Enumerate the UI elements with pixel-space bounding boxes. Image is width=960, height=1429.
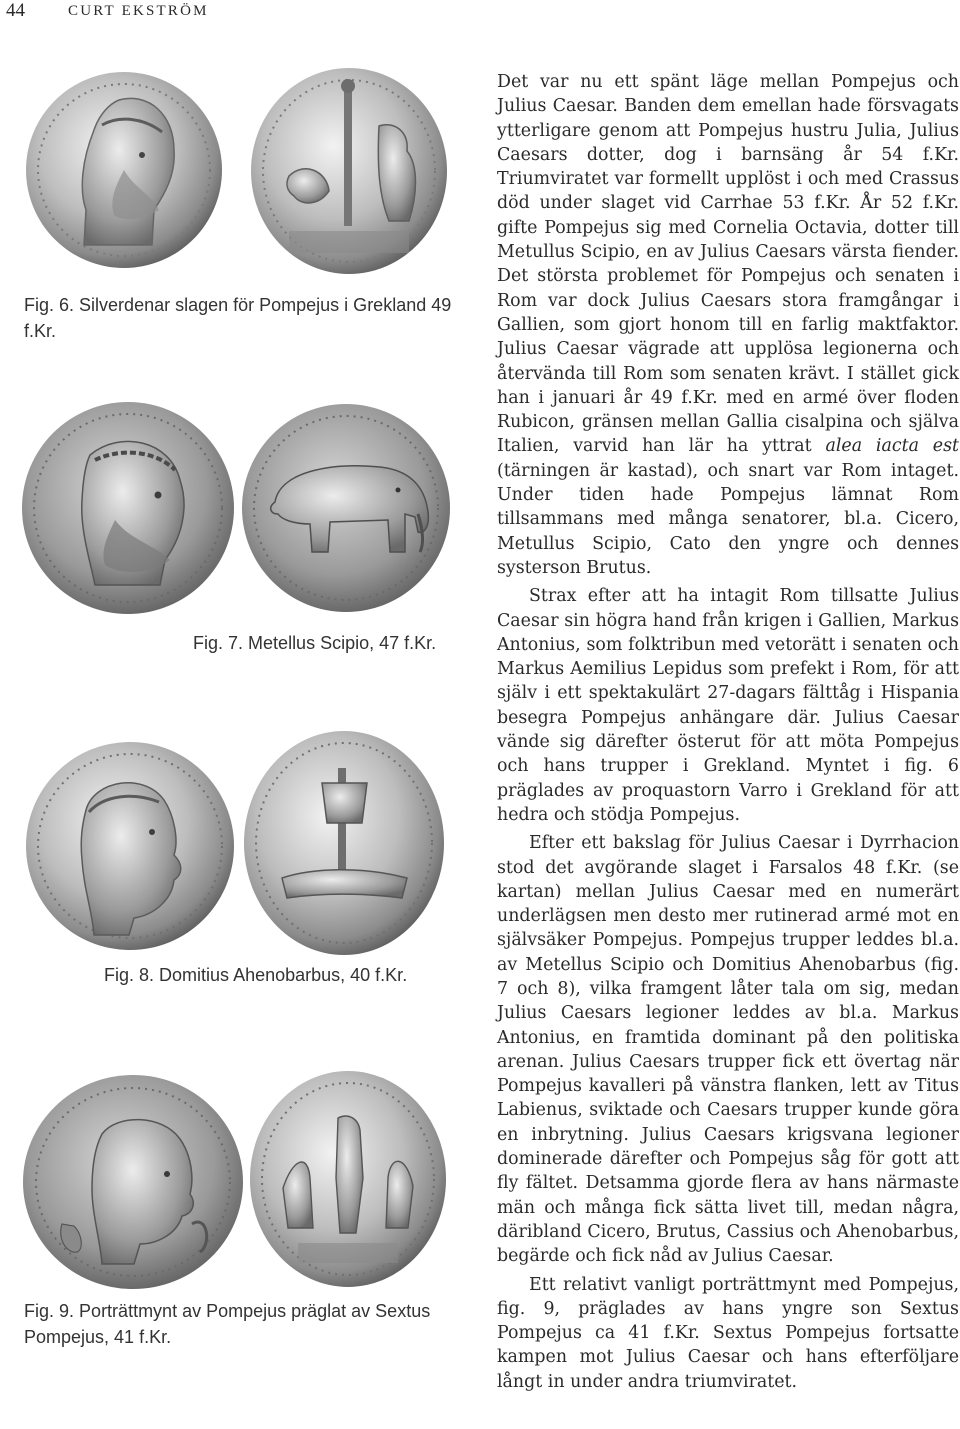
figure-9-caption	[24, 1298, 464, 1350]
paragraph-3: Efter ett bakslag för Julius Caesar i Dyrrhacion stod det avgörande slaget i Farsalos 48 f.Kr. (se kartan) mellan Julius Caesar med en numerärt underlägsen men desto mer rutinerad armé mot en självsäker Pompejus. Pompejus trupper leddes bl.a. av Metellus Scipio och Domitius Ahenobarbus (fig. 7 och 8), vilka framgent låter tala om sig, medan Julius Caesars legioner leddes av bl.a. Markus Antonius, en framtida dominant på den politiska arenan. Julius Caesars trupper fick ett övertag när Pompejus kavalleri på vänstra flanken, lett av Titus Labienus, sviktade och Caesars trupper kunde göra en inbrytning. Julius Caesars krigsvana legioner dominerade därefter och Pompejus såg för gott att fly fältet. Detsamma gjorde flera av hans närmaste män och många fick sätta livet till, medan några, däribland Cicero, Brutus, Cassius och Ahenobarbus, begärde och fick nåd av Julius Caesar.	[497, 833, 959, 1267]
coin-obverse-jupiter-head	[20, 400, 236, 616]
latin-phrase: alea iacta est	[825, 436, 959, 457]
figure-7-caption-text: Metellus Scipio, 47 f.Kr.	[248, 633, 437, 653]
figure-9-label: Fig. 9.	[24, 1301, 75, 1321]
coin-obverse-pompey-portrait	[22, 1074, 244, 1290]
body-text	[497, 70, 959, 1394]
coin-reverse-sceptre-eagle-dolphin	[249, 66, 449, 276]
coin-obverse-jupiter-terminus	[24, 70, 224, 270]
coin-reverse-trophy-prow	[242, 728, 446, 958]
page-number: 44	[6, 0, 25, 21]
running-title: CURT EKSTRÖM	[68, 3, 209, 19]
coin-reverse-elephant	[240, 402, 452, 614]
figure-6	[24, 66, 444, 276]
figure-9-caption-text: Porträttmynt av Pompejus präglat av Sextus Pompejus, 41 f.Kr.	[24, 1301, 431, 1347]
figure-6-caption	[24, 292, 464, 344]
figure-8	[24, 728, 444, 958]
coin-reverse-catanaean-brothers	[248, 1068, 448, 1290]
figure-6-caption-text: Silverdenar slagen för Pompejus i Grekland 49 f.Kr.	[24, 295, 452, 341]
paragraph-1-tail: (tärningen är kastad), och snart var Rom intaget. Under tiden hade Pompejus lämnat Rom tillsammans med många senatorer, bl.a. Cicero, Metullus Scipio, Cato den yngre och dennes systerson Brutus.	[497, 460, 959, 578]
figure-8-caption	[104, 962, 424, 988]
paragraph-2: Strax efter att ha intagit Rom tillsatte Julius Caesar sin högra hand från krigen i Gallien, Markus Antonius, som folktribun med vetorätt i senaten och Markus Aemilius Lepidus som prefekt i Rom, för att själv i ett spektakulärt 27-dagars fälttåg i Hispania besegra Pompejus anhängare där. Julius Caesar vände sig därefter österut för att möta Pompejus och hans trupper i Grekland. Myntet i fig. 6 präglades av proquastorn Varro i Grekland för att hedra och stödja Pompejus.	[497, 586, 959, 825]
figure-9	[22, 1068, 448, 1290]
figure-7	[20, 400, 450, 618]
figure-7-caption	[193, 630, 453, 656]
figure-8-caption-text: Domitius Ahenobarbus, 40 f.Kr.	[159, 965, 408, 985]
paragraph-1	[497, 70, 959, 580]
coin-obverse-ahenobarbus-portrait	[24, 740, 236, 952]
figure-8-label: Fig. 8.	[104, 965, 155, 985]
figure-7-label: Fig. 7.	[193, 633, 244, 653]
figure-6-label: Fig. 6.	[24, 295, 75, 315]
paragraph-4: Ett relativt vanligt porträttmynt med Pompejus, fig. 9, präglades av hans yngre son Sextus Pompejus ca 41 f.Kr. Sextus Pompejus fortsatte kampen mot Julius Caesar och hans efterföljare långt in under andra triumviratet.	[497, 1274, 959, 1392]
paragraph-1-text: Det var nu ett spänt läge mellan Pompejus och Julius Caesar. Banden dem emellan hade försvagats ytterligare genom att Pompejus hustru Julia, Julius Caesars dotter, dog i barnsäng år 54 f.Kr. Triumviratet var formellt upplöst i och med Crassus död under slaget vid Carrhae 53 f.Kr. År 52 f.Kr. gifte Pompejus sig med Cornelia Octavia, dotter till Metullus Scipio, en av Julius Caesars värsta fiender. Det största problemet för Pompejus och senaten i Rom var dock Julius Caesars stora framgångar i Gallien, som gjort honom till en farlig maktfaktor. Julius Caesar vägrade att upplösa legionerna och återvända till Rom som senaten krävt. I stället gick han i januari år 49 f.Kr. med en armé över floden Rubicon, gränsen mellan Gallia cisalpina och själva Italien, varvid han lär ha yttrat	[497, 72, 959, 457]
